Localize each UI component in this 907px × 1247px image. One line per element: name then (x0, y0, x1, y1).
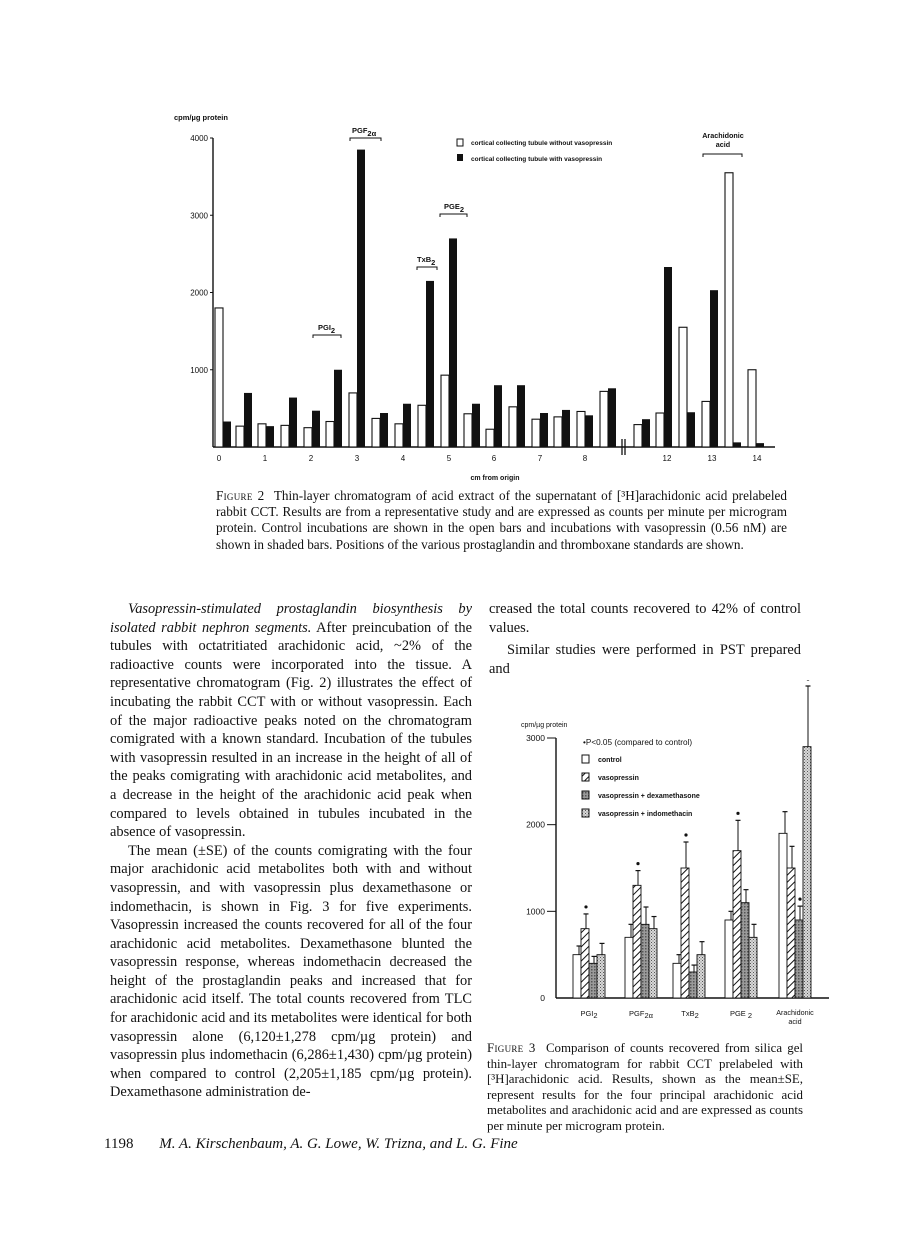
bar-with-vasopressin (472, 404, 480, 447)
figure-2-caption-text: Thin-layer chromatogram of acid extract of the supernatant of [³H]arachidonic acid prelabeled rabbit CCT. Results are from a representative study and are expressed as counts per minute per microgram protein. Control incubations are shown in the open bars and incubations with vasopressin (0.56 nM) are shown in shaded bars. Positions of the various prostaglandin and thromboxane standards are shown. (216, 488, 787, 552)
bar-dexamethasone (589, 963, 597, 998)
y-axis-label: cpm/µg protein (521, 722, 568, 729)
bar-without-vasopressin (577, 411, 585, 447)
bar-vasopressin (733, 851, 741, 998)
figure-2-bars (215, 150, 764, 447)
y-tick-label: 1000 (526, 906, 545, 917)
bar-without-vasopressin (281, 425, 289, 447)
bar-with-vasopressin (642, 419, 650, 447)
bar-with-vasopressin (756, 443, 764, 447)
bar-indomethacin (597, 955, 605, 998)
figure-3-chart (520, 680, 840, 1040)
category-label: PGI2 (580, 1009, 598, 1020)
x-tick-label: 8 (582, 454, 588, 463)
bar-without-vasopressin (600, 391, 608, 447)
significance-marker (736, 812, 739, 815)
bar-without-vasopressin (679, 327, 687, 447)
figure-2-caption-label: Figure 2 (216, 488, 265, 503)
bar-with-vasopressin (380, 413, 388, 447)
standard-label: TxB2 (417, 255, 436, 267)
bar-with-vasopressin (357, 150, 365, 447)
legend-dexamethasone: vasopressin + dexamethasone (598, 793, 700, 800)
bar-control (779, 833, 787, 998)
standard-label: Arachidonic (702, 131, 744, 140)
bar-with-vasopressin (334, 370, 342, 447)
category-label: acid (788, 1017, 802, 1026)
category-label: TxB2 (681, 1009, 699, 1020)
bar-without-vasopressin (441, 375, 449, 447)
standard-label: PGI2 (318, 323, 336, 335)
bar-with-vasopressin (710, 290, 718, 447)
page-footer (104, 1136, 518, 1153)
bar-with-vasopressin (223, 422, 231, 447)
x-tick-label: 7 (537, 454, 543, 463)
bar-dexamethasone (741, 903, 749, 998)
figure-2-chart (150, 105, 810, 485)
legend-solid: cortical collecting tubule with vasopressin (471, 156, 603, 163)
bar-without-vasopressin (702, 401, 710, 447)
x-tick-label: 2 (308, 454, 314, 463)
bar-without-vasopressin (725, 173, 733, 447)
bar-with-vasopressin (449, 238, 457, 447)
category-label: PGE 2 (729, 1009, 753, 1020)
bar-vasopressin (681, 868, 689, 998)
significance-marker (584, 905, 587, 908)
category-label: PGF2α (629, 1009, 653, 1020)
standard-label: PGF2α (352, 126, 377, 138)
legend-control: control (598, 757, 622, 764)
legend-vasopressin: vasopressin (598, 775, 639, 782)
bar-with-vasopressin (733, 442, 741, 447)
bar-without-vasopressin (634, 425, 642, 447)
significance-marker (798, 898, 801, 901)
significance-marker (684, 833, 687, 836)
paragraph-1: Vasopressin-stimulated prostaglandin biosynthesis by isolated rabbit nephron segments. After preincubation of the tubules with octatritiated arachidonic acid, ~2% of the radioactive counts were incorporated into the tissue. A representative chromatogram (Fig. 2) illustrates the effect of incubating the rabbit CCT with or without vasopressin. Each of the major radioactive peaks noted on the chromatogram comigrated with a known standard. Incubation of the tubules with vasopressin resulted in an increase in the height of all of the peaks comigrating with arachidonic acid metabolites, and a decrease in the height of the arachidonic acid peak when compared to levels obtained in tubules incubated in the absence of vasopressin. (110, 601, 472, 841)
x-tick-label: 6 (491, 454, 497, 463)
bar-without-vasopressin (656, 413, 664, 447)
bar-with-vasopressin (517, 385, 525, 447)
bar-without-vasopressin (349, 393, 357, 447)
bar-with-vasopressin (289, 398, 297, 447)
bar-without-vasopressin (464, 414, 472, 447)
left-column (110, 600, 472, 1102)
y-tick-label: 0 (540, 993, 545, 1003)
bar-without-vasopressin (509, 407, 517, 447)
bar-indomethacin (697, 955, 705, 998)
bar-indomethacin (649, 929, 657, 998)
bar-dexamethasone (641, 924, 649, 998)
bar-vasopressin (581, 929, 589, 998)
bar-with-vasopressin (266, 426, 274, 447)
bar-with-vasopressin (494, 385, 502, 447)
bar-without-vasopressin (215, 308, 223, 447)
bar-without-vasopressin (554, 417, 562, 447)
author-line: M. A. Kirschenbaum, A. G. Lowe, W. Trizna, and L. G. Fine (159, 1136, 518, 1152)
bar-control (573, 955, 581, 998)
x-tick-label: 13 (707, 454, 717, 463)
bar-with-vasopressin (244, 393, 252, 447)
bar-without-vasopressin (258, 424, 266, 447)
bar-control (673, 963, 681, 998)
standard-label: PGE2 (444, 202, 465, 214)
page-number: 1198 (104, 1136, 134, 1152)
bar-vasopressin (633, 885, 641, 998)
legend-open: cortical collecting tubule without vasopressin (471, 140, 613, 147)
bar-without-vasopressin (395, 424, 403, 447)
bar-vasopressin (787, 868, 795, 998)
bar-with-vasopressin (403, 404, 411, 447)
legend-indomethacin: vasopressin + indomethacin (598, 811, 693, 818)
bar-indomethacin (749, 937, 757, 998)
bar-with-vasopressin (585, 415, 593, 447)
bar-without-vasopressin (486, 429, 494, 447)
bar-dexamethasone (689, 972, 697, 998)
bar-without-vasopressin (748, 370, 756, 447)
x-tick-label: 5 (446, 454, 452, 463)
x-tick-label: 14 (752, 454, 762, 463)
figure-2-caption (216, 488, 787, 553)
bar-without-vasopressin (418, 405, 426, 447)
x-tick-label: 3 (354, 454, 360, 463)
y-axis-label: cpm/µg protein (174, 113, 228, 122)
bar-control (625, 937, 633, 998)
y-tick-label: 2000 (526, 819, 545, 830)
bar-with-vasopressin (540, 413, 548, 447)
y-tick-label: 2000 (190, 288, 208, 298)
figure-3-caption (487, 1041, 803, 1135)
significance-note: •P<0.05 (compared to control) (583, 738, 693, 747)
bar-control (725, 920, 733, 998)
paragraph-2: The mean (±SE) of the counts comigrating with the four major arachidonic acid metabolites both with and without vasopressin, and with vasopressin plus dexamethasone or indomethacin, is shown in Fig. 3 for five experiments. Vasopressin increased the counts recovered for all of the four arachidonic acid metabolites. Dexamethasone blunted the vasopressin response, whereas indomethacin decreased the height of the prostaglandin peaks and increased that for arachidonic acid itself. The total counts recovered from TLC for arachidonic acid and its metabolites were identical for both vasopressin alone (6,120±1,278 cpm/µg protein) and vasopressin plus indomethacin (6,286±1,430) cpm/µg protein) when compared to control (2,205±1,185 cpm/µg protein). Dexamethasone administration de- (110, 842, 472, 1101)
bar-without-vasopressin (532, 419, 540, 447)
standard-label: acid (715, 140, 731, 149)
bar-without-vasopressin (326, 422, 334, 447)
significance-marker (806, 680, 809, 681)
x-tick-label: 4 (400, 454, 406, 463)
bar-with-vasopressin (687, 412, 695, 447)
category-label: Arachidonic (776, 1008, 814, 1017)
x-tick-label: 1 (262, 454, 268, 463)
bar-with-vasopressin (664, 267, 672, 447)
y-tick-label: 3000 (526, 733, 545, 743)
figure-3-legend (582, 738, 700, 818)
right-column (489, 600, 801, 678)
bar-without-vasopressin (236, 426, 244, 447)
figure-3-caption-text: Comparison of counts recovered from silica gel thin-layer chromatogram for rabbit CCT prelabeled with [³H]arachidonic acid. Results, shown as the mean±SE, represent results for the four principal arachidonic acid metabolites and arachidonic acid and are expressed as counts per minute per microgram protein. (487, 1041, 803, 1133)
figure-3-bars (573, 680, 811, 998)
bar-with-vasopressin (426, 281, 434, 447)
bar-with-vasopressin (608, 388, 616, 447)
bar-without-vasopressin (372, 418, 380, 447)
bar-dexamethasone (795, 920, 803, 998)
x-tick-label: 12 (662, 454, 672, 463)
bar-without-vasopressin (304, 428, 312, 447)
figure-3-caption-label: Figure 3 (487, 1041, 536, 1055)
paragraph-right-1: creased the total counts recovered to 42% of control values. (489, 601, 801, 636)
bar-with-vasopressin (562, 410, 570, 447)
section-heading: Vasopressin-stimulated prostaglandin biosynthesis by isolated rabbit nephron segments. (110, 601, 472, 636)
significance-marker (636, 862, 639, 865)
x-tick-label: 0 (216, 454, 222, 463)
y-tick-label: 4000 (190, 134, 208, 143)
y-tick-label: 1000 (190, 365, 208, 375)
y-tick-label: 3000 (190, 211, 208, 221)
x-axis-label: cm from origin (470, 475, 520, 482)
paragraph-right-2: Similar studies were performed in PST prepared and (489, 642, 801, 677)
bar-with-vasopressin (312, 411, 320, 447)
bar-indomethacin (803, 747, 811, 998)
